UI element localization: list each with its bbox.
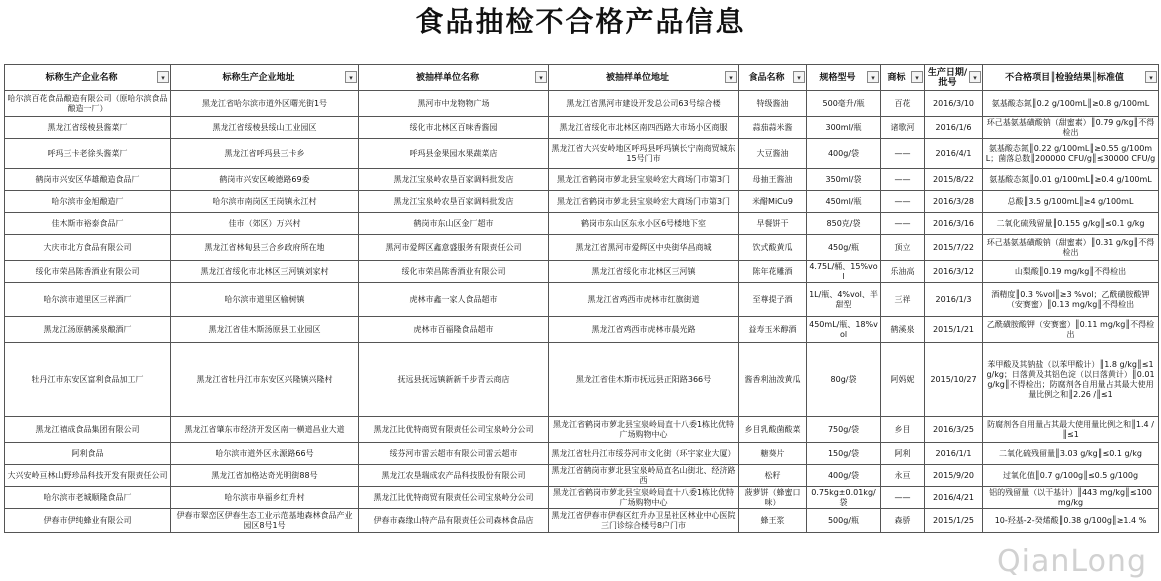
- table-cell[interactable]: 乡目乳酸菌酸菜: [739, 417, 807, 443]
- table-cell[interactable]: 绥化市荣昌陈香酒业有限公司: [359, 261, 549, 283]
- table-cell[interactable]: 鹤岗市兴安区华雄酿造食品厂: [5, 169, 171, 191]
- table-cell[interactable]: 4.75L/桶、15%vol: [807, 261, 881, 283]
- table-cell[interactable]: 2016/4/1: [925, 139, 983, 169]
- table-cell[interactable]: 氨基酸态氮║0.2 g/100mL║≥0.8 g/100mL: [983, 91, 1159, 117]
- column-header-label: 商标: [887, 72, 906, 83]
- table-cell[interactable]: 早餐饼干: [739, 213, 807, 235]
- table-row[interactable]: [5, 169, 1159, 191]
- table-cell[interactable]: 鹤岗市东山区东永小区6号楼地下室: [549, 213, 739, 235]
- header-row: [5, 65, 1159, 91]
- table-cell[interactable]: 松籽: [739, 465, 807, 487]
- table-cell[interactable]: 150g/袋: [807, 443, 881, 465]
- table-cell[interactable]: 450mL/瓶、18%vol: [807, 317, 881, 343]
- table-cell[interactable]: 10-羟基-2-癸烯酸║0.38 g/100g║≥1.4 %: [983, 509, 1159, 533]
- table-row[interactable]: [5, 91, 1159, 117]
- table-row[interactable]: [5, 417, 1159, 443]
- table-cell[interactable]: 绥芬河市雷云超市有限公司雷云超市: [359, 443, 549, 465]
- column-header-label: 食品名称: [748, 72, 785, 83]
- filter-dropdown-icon[interactable]: ▾: [969, 71, 981, 83]
- table-cell[interactable]: 2016/3/16: [925, 213, 983, 235]
- table-cell[interactable]: 黑龙江省鸡西市虎林市红旗街道: [549, 283, 739, 317]
- table-row[interactable]: [5, 235, 1159, 261]
- table-cell[interactable]: 黑龙江省鹤岗市萝北县宝泉岭宏大商场门市第3门: [549, 191, 739, 213]
- table-cell[interactable]: 乡目: [881, 417, 925, 443]
- table-cell[interactable]: 黑龙江宝泉岭农垦百家调料批发店: [359, 191, 549, 213]
- table-cell[interactable]: 大豆酱油: [739, 139, 807, 169]
- table-cell[interactable]: 黑龙江省鹤岗市萝北县宝泉岭宏大商场门市第3门: [549, 169, 739, 191]
- filter-dropdown-icon[interactable]: ▾: [157, 71, 169, 83]
- table-cell[interactable]: 虎林市百福隆食品超市: [359, 317, 549, 343]
- table-cell[interactable]: 蒜茄蒜米酱: [739, 117, 807, 139]
- table-cell[interactable]: 哈尔滨市阜福乡红升村: [171, 487, 359, 509]
- table-cell[interactable]: 黑龙江汤原鹤溪泉酿酒厂: [5, 317, 171, 343]
- table-cell[interactable]: 哈尔滨市道里区榆树镇: [171, 283, 359, 317]
- table-row[interactable]: [5, 443, 1159, 465]
- table-row[interactable]: [5, 139, 1159, 169]
- table-cell[interactable]: 鹤岗市东山区金厂超市: [359, 213, 549, 235]
- table-cell[interactable]: 黑龙江省哈尔滨市道外区曙光街1号: [171, 91, 359, 117]
- column-header[interactable]: [925, 65, 983, 91]
- table-cell[interactable]: 环己基氨基磺酸钠（甜蜜素）║0.79 g/kg║不得检出: [983, 117, 1159, 139]
- table-cell[interactable]: 鹤溪泉: [881, 317, 925, 343]
- table-cell[interactable]: 400g/袋: [807, 465, 881, 487]
- column-header[interactable]: [807, 65, 881, 91]
- table-cell[interactable]: 绥化市荣昌陈香酒业有限公司: [5, 261, 171, 283]
- column-header-label: 被抽样单位名称: [415, 72, 479, 83]
- table-cell[interactable]: 黑龙江省黑河市建设开发总公司63号综合楼: [549, 91, 739, 117]
- table-cell[interactable]: 黑龙江省林甸县三合乡政府所在地: [171, 235, 359, 261]
- table-cell[interactable]: 母抽王酱油: [739, 169, 807, 191]
- page-title: 食品抽检不合格产品信息: [415, 5, 746, 38]
- table-cell[interactable]: 400g/袋: [807, 139, 881, 169]
- column-header-label: 标称生产企业地址: [222, 72, 295, 83]
- table-cell[interactable]: 2016/3/10: [925, 91, 983, 117]
- table-row[interactable]: [5, 191, 1159, 213]
- column-header-label: 不合格项目║检验结果║标准值: [1005, 72, 1124, 83]
- filter-dropdown-icon[interactable]: ▾: [911, 71, 923, 83]
- table-cell[interactable]: 黑龙江禧成食品集团有限公司: [5, 417, 171, 443]
- column-header-label: 被抽样单位地址: [605, 72, 669, 83]
- table-cell[interactable]: 黑龙江省牡丹江市绥芬河市文化街（环宇家业大厦）: [549, 443, 739, 465]
- table-cell[interactable]: 黑龙江省绥棱县酱菜厂: [5, 117, 171, 139]
- table-cell[interactable]: 黑龙江省呼玛县三卡乡: [171, 139, 359, 169]
- column-header[interactable]: [359, 65, 549, 91]
- watermark: QianLong: [997, 544, 1147, 579]
- table-cell[interactable]: 2016/1/3: [925, 283, 983, 317]
- table-cell[interactable]: 哈尔滨市南岗区王岗镇永江村: [171, 191, 359, 213]
- table-cell[interactable]: 益寿玉米醇酒: [739, 317, 807, 343]
- table-cell[interactable]: 阿妈妮: [881, 343, 925, 417]
- table-cell[interactable]: 三祥: [881, 283, 925, 317]
- table-cell[interactable]: 2015/1/21: [925, 317, 983, 343]
- table-cell[interactable]: 黑龙江省鹤岗市萝北县宝泉岭局直十八委1栋比优特广场购物中心: [549, 417, 739, 443]
- table-cell[interactable]: 500毫升/瓶: [807, 91, 881, 117]
- table-row[interactable]: [5, 343, 1159, 417]
- table-cell[interactable]: 黑龙江省绥化市北林区南四西路大市场小区商服: [549, 117, 739, 139]
- table-cell[interactable]: 300ml/瓶: [807, 117, 881, 139]
- table-cell[interactable]: 阿利食品: [5, 443, 171, 465]
- table-row[interactable]: [5, 213, 1159, 235]
- table-cell[interactable]: 黑龙江比优特商贸有限责任公司宝泉岭分公司: [359, 487, 549, 509]
- table-row[interactable]: [5, 317, 1159, 343]
- column-header[interactable]: [171, 65, 359, 91]
- table-cell[interactable]: 二氧化硫残留量║0.155 g/kg║≤0.1 g/kg: [983, 213, 1159, 235]
- table-cell[interactable]: 牡丹江市东安区富利食品加工厂: [5, 343, 171, 417]
- table-cell[interactable]: 佳木斯市裕泰食品厂: [5, 213, 171, 235]
- table-cell[interactable]: ——: [881, 139, 925, 169]
- table-cell[interactable]: 氨基酸态氮║0.01 g/100mL║≥0.4 g/100mL: [983, 169, 1159, 191]
- filter-dropdown-icon[interactable]: ▾: [793, 71, 805, 83]
- table-cell[interactable]: 乐油高: [881, 261, 925, 283]
- table-cell[interactable]: 森骄: [881, 509, 925, 533]
- table-cell[interactable]: 呼玛三卡老徐头酱菜厂: [5, 139, 171, 169]
- table-row[interactable]: [5, 509, 1159, 533]
- table-cell[interactable]: 850克/袋: [807, 213, 881, 235]
- table-cell[interactable]: 2015/10/27: [925, 343, 983, 417]
- table-cell[interactable]: 2016/1/1: [925, 443, 983, 465]
- table-cell[interactable]: 顶立: [881, 235, 925, 261]
- column-header[interactable]: [5, 65, 171, 91]
- table-cell[interactable]: 环己基氨基磺酸钠（甜蜜素）║0.31 g/kg║不得检出: [983, 235, 1159, 261]
- table-cell[interactable]: 虎林市鑫一家人食品超市: [359, 283, 549, 317]
- table-cell[interactable]: 黑龙江省大兴安岭地区呼玛县呼玛镇长宁南商贸城东15号门市: [549, 139, 739, 169]
- table-cell[interactable]: 2015/9/20: [925, 465, 983, 487]
- table-cell[interactable]: 2015/7/22: [925, 235, 983, 261]
- table-cell[interactable]: 2016/3/28: [925, 191, 983, 213]
- table-cell[interactable]: 大庆市北方食品有限公司: [5, 235, 171, 261]
- table-cell[interactable]: 2016/3/25: [925, 417, 983, 443]
- table-row[interactable]: [5, 117, 1159, 139]
- table-cell[interactable]: 哈尔滨百花食品酿造有限公司（原哈尔滨食品酿造一厂）: [5, 91, 171, 117]
- table-cell[interactable]: 伊春市伊纯蜂业有限公司: [5, 509, 171, 533]
- table-cell[interactable]: 伊春市翠峦区伊春生态工业示范基地森林食品产业园区8号1号: [171, 509, 359, 533]
- table-cell[interactable]: 哈尔滨市道里区三祥酒厂: [5, 283, 171, 317]
- table-cell[interactable]: 80g/袋: [807, 343, 881, 417]
- table-cell[interactable]: 菠萝饼（蜂蜜口味）: [739, 487, 807, 509]
- table-cell[interactable]: 乙酰磺胺酸钾（安赛蜜）║0.11 mg/kg║不得检出: [983, 317, 1159, 343]
- table-cell[interactable]: 0.75kg±0.01kg/袋: [807, 487, 881, 509]
- table-cell[interactable]: 饮式酸黄瓜: [739, 235, 807, 261]
- table-cell[interactable]: 黑龙江比优特商贸有限责任公司宝泉岭分公司: [359, 417, 549, 443]
- table-cell[interactable]: 特级酱油: [739, 91, 807, 117]
- table-cell[interactable]: 佳市（郊区）万兴村: [171, 213, 359, 235]
- table-cell[interactable]: 蜂王浆: [739, 509, 807, 533]
- table-row[interactable]: [5, 283, 1159, 317]
- table-cell[interactable]: 2015/1/25: [925, 509, 983, 533]
- table-cell[interactable]: 黑龙江省肇东市经济开发区南一横道昌业大道: [171, 417, 359, 443]
- table-cell[interactable]: 总酸║3.5 g/100mL║≥4 g/100mL: [983, 191, 1159, 213]
- filter-dropdown-icon[interactable]: ▾: [867, 71, 879, 83]
- table-cell[interactable]: 450ml/瓶: [807, 191, 881, 213]
- table-cell[interactable]: 黑河市中龙物物广场: [359, 91, 549, 117]
- table-cell[interactable]: 哈尔滨市老城顺隆食品厂: [5, 487, 171, 509]
- table-cell[interactable]: 黑龙江省伊春市伊春区红升办卫星社区林业中心医院三门诊综合楼号8户门市: [549, 509, 739, 533]
- table-cell[interactable]: 黑龙江省黑河市爱辉区中央街华昌商城: [549, 235, 739, 261]
- table-cell[interactable]: ——: [881, 213, 925, 235]
- table-cell[interactable]: 750g/袋: [807, 417, 881, 443]
- table-cell[interactable]: 糖葵片: [739, 443, 807, 465]
- table-cell[interactable]: 大兴安岭亘林山野珍品科技开发有限责任公司: [5, 465, 171, 487]
- table-cell[interactable]: 黑龙江省绥化市北林区三河镇刘家村: [171, 261, 359, 283]
- table-cell[interactable]: 350ml/袋: [807, 169, 881, 191]
- table-cell[interactable]: 黑龙江宝泉岭农垦百家调料批发店: [359, 169, 549, 191]
- filter-dropdown-icon[interactable]: ▾: [725, 71, 737, 83]
- column-header-label: 规格型号: [819, 72, 856, 83]
- table-cell[interactable]: 2015/8/22: [925, 169, 983, 191]
- table-cell[interactable]: 酱香利油泼黄瓜: [739, 343, 807, 417]
- table-cell[interactable]: 呼玛县金果园水果蔬菜店: [359, 139, 549, 169]
- column-header[interactable]: [549, 65, 739, 91]
- filter-dropdown-icon[interactable]: ▾: [345, 71, 357, 83]
- table-cell[interactable]: 500g/瓶: [807, 509, 881, 533]
- table-cell[interactable]: 2016/1/6: [925, 117, 983, 139]
- column-header[interactable]: [983, 65, 1159, 91]
- table-cell[interactable]: ——: [881, 191, 925, 213]
- table-cell[interactable]: 永亘: [881, 465, 925, 487]
- table-row[interactable]: [5, 261, 1159, 283]
- table-cell[interactable]: 1L/瓶、4%vol、半甜型: [807, 283, 881, 317]
- table-cell[interactable]: 黑龙江省鹤岗市萝北县宝泉岭局直十八委1栋比优特广场购物中心: [549, 487, 739, 509]
- column-header-label: 标称生产企业名称: [45, 72, 118, 83]
- table-cell[interactable]: 酒精度║0.3 %vol║≥3 %vol；乙酰磺胺酸钾（安赛蜜）║0.13 mg/kg║不得检出: [983, 283, 1159, 317]
- table-cell[interactable]: 米醋MiCu9: [739, 191, 807, 213]
- table-cell[interactable]: 百花: [881, 91, 925, 117]
- table-cell[interactable]: 过氧化值║0.7 g/100g║≤0.5 g/100g: [983, 465, 1159, 487]
- table-cell[interactable]: 黑龙江省佳木斯市抚远县正阳路366号: [549, 343, 739, 417]
- table-cell[interactable]: 黑龙江省鸡西市虎林市晨光路: [549, 317, 739, 343]
- table-cell[interactable]: 陈年花雕酒: [739, 261, 807, 283]
- table-cell[interactable]: 2016/3/12: [925, 261, 983, 283]
- table-cell[interactable]: 哈尔滨市道外区永源路66号: [171, 443, 359, 465]
- table-row[interactable]: [5, 487, 1159, 509]
- column-header[interactable]: [739, 65, 807, 91]
- filter-dropdown-icon[interactable]: ▾: [535, 71, 547, 83]
- table-cell[interactable]: 哈尔滨市金旭酿造厂: [5, 191, 171, 213]
- table-cell[interactable]: 鹤岗市兴安区峻德路69委: [171, 169, 359, 191]
- table-cell[interactable]: 苯甲酸及其钠盐（以苯甲酸计）║1.8 g/kg║≤1 g/kg；日落黄及其铝色淀（以日落黄计）║0.01 g/kg║不得检出；防腐剂各自用量占其最大使用量比例之和║2.26 /║≤1: [983, 343, 1159, 417]
- table-cell[interactable]: ——: [881, 169, 925, 191]
- table-cell[interactable]: 黑龙江农垦瑞成农产品科技股份有限公司: [359, 465, 549, 487]
- table-cell[interactable]: 阿利: [881, 443, 925, 465]
- table-cell[interactable]: 二氧化硫残留量║3.03 g/kg║≤0.1 g/kg: [983, 443, 1159, 465]
- column-header[interactable]: [881, 65, 925, 91]
- table-cell[interactable]: 诸歌河: [881, 117, 925, 139]
- table-cell[interactable]: 450g/瓶: [807, 235, 881, 261]
- table-cell[interactable]: 黑龙江省牡丹江市东安区兴隆镇兴隆村: [171, 343, 359, 417]
- table-cell[interactable]: 黑龙江省绥化市北林区三河镇: [549, 261, 739, 283]
- column-header-label: 生产日期/批号: [927, 67, 968, 88]
- table-cell[interactable]: 黑河市爱辉区鑫意盛服务有限责任公司: [359, 235, 549, 261]
- table-cell[interactable]: 黑龙江省鹤岗市萝北县宝泉岭局直名山街北、经济路西: [549, 465, 739, 487]
- table-cell[interactable]: 黑龙江省佳木斯汤原县工业园区: [171, 317, 359, 343]
- spreadsheet-table: [4, 64, 1159, 533]
- table-cell[interactable]: 铝的残留量（以干基计）║443 mg/kg║≤100 mg/kg: [983, 487, 1159, 509]
- table-cell[interactable]: 氨基酸态氮║0.22 g/100mL║≥0.55 g/100mL；菌落总数║200000 CFU/g║≤30000 CFU/g: [983, 139, 1159, 169]
- table-cell[interactable]: 至尊提子酒: [739, 283, 807, 317]
- table-cell[interactable]: 黑龙江省加格达奇光明街88号: [171, 465, 359, 487]
- table-cell[interactable]: 2016/4/21: [925, 487, 983, 509]
- table-cell[interactable]: ——: [881, 487, 925, 509]
- table-cell[interactable]: 防腐剂各自用量占其最大使用量比例之和║1.4 /║≤1: [983, 417, 1159, 443]
- table-cell[interactable]: 伊春市森缘山特产品有限责任公司森林食品店: [359, 509, 549, 533]
- table-cell[interactable]: 山梨酸║0.19 mg/kg║不得检出: [983, 261, 1159, 283]
- table-cell[interactable]: 绥化市北林区百味香酱园: [359, 117, 549, 139]
- filter-dropdown-icon[interactable]: ▾: [1145, 71, 1157, 83]
- table-row[interactable]: [5, 465, 1159, 487]
- table-cell[interactable]: 抚远县抚远镇新新千步青云商店: [359, 343, 549, 417]
- table-body: [5, 91, 1159, 533]
- table-cell[interactable]: 黑龙江省绥棱县绥山工业园区: [171, 117, 359, 139]
